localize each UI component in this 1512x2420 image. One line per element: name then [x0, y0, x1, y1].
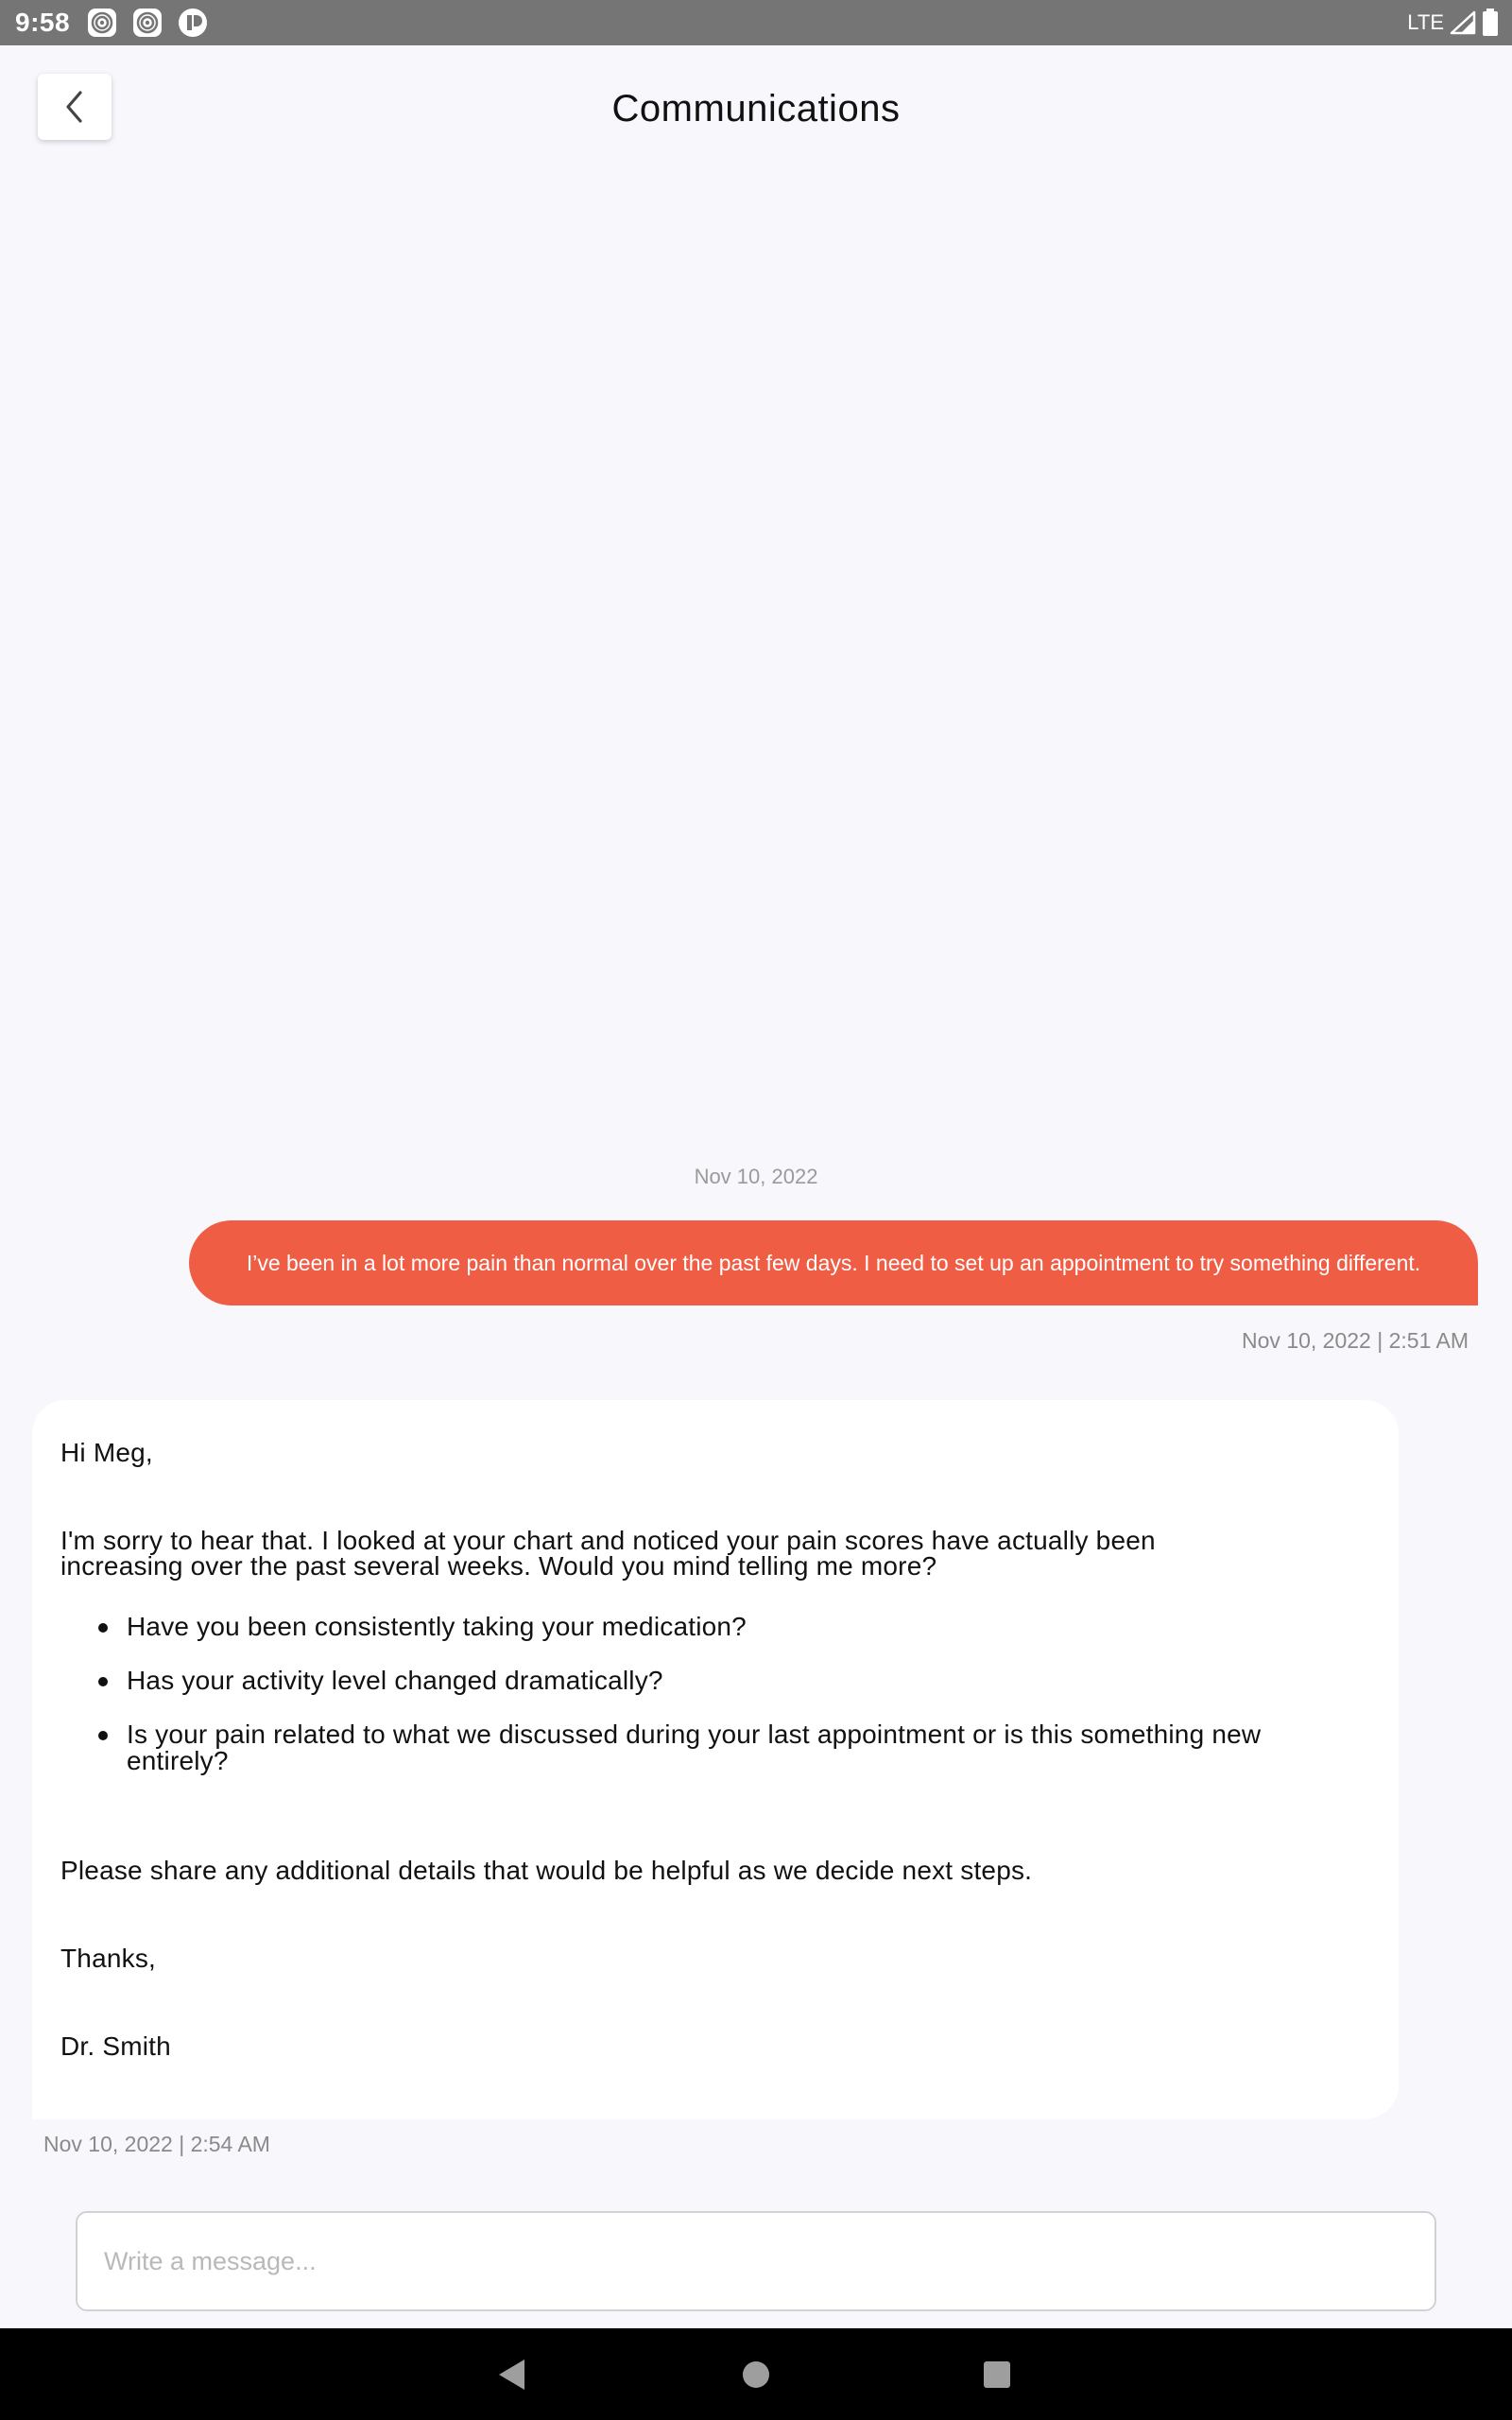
page-title: Communications [611, 88, 901, 130]
network-type: LTE [1407, 10, 1444, 34]
message-greeting: Hi Meg, [60, 1438, 153, 1467]
nav-recents-button[interactable] [950, 2328, 1044, 2420]
nav-back-button[interactable] [465, 2328, 559, 2420]
bullet-icon [98, 1731, 108, 1740]
message-timestamp: Nov 10, 2022 | 2:51 AM [1242, 1328, 1469, 1353]
list-item-text: Is your pain related to what we discussed during your last appointment or is this something new [127, 1720, 1262, 1749]
date-separator: Nov 10, 2022 [694, 1165, 818, 1188]
app-notification-icon [87, 8, 117, 38]
message-timestamp: Nov 10, 2022 | 2:54 AM [43, 2132, 270, 2156]
message-text: I’ve been in a lot more pain than normal over the past few days. I need to set up an appointment to try something different. [246, 1251, 1421, 1275]
incoming-message-bubble [32, 1400, 1399, 2119]
list-item-text: Have you been consistently taking your medication? [127, 1612, 747, 1641]
list-item [60, 1614, 1374, 1640]
bullet-icon [98, 1623, 108, 1633]
list-item [60, 1668, 1374, 1694]
message-paragraph-line: I'm sorry to hear that. I looked at your chart and noticed your pain scores have actually been [60, 1526, 1156, 1555]
app-notification-icon [132, 8, 163, 38]
nav-home-button[interactable] [709, 2328, 803, 2420]
list-item [60, 1721, 1374, 1774]
system-navigation-bar [0, 2328, 1512, 2420]
battery-icon [1482, 9, 1499, 37]
status-bar [0, 0, 1512, 45]
nav-home-icon [742, 2360, 770, 2389]
list-item-text: Has your activity level changed dramatically? [127, 1666, 663, 1695]
nav-recents-icon [983, 2360, 1011, 2389]
message-signature: Dr. Smith [60, 2031, 171, 2061]
status-time: 9:58 [15, 8, 71, 37]
list-item-text: entirely? [127, 1746, 229, 1775]
app-notification-icon [178, 8, 208, 38]
message-signoff: Thanks, [60, 1944, 156, 1973]
nav-back-icon [496, 2358, 528, 2392]
signal-icon [1450, 10, 1476, 35]
bullet-icon [98, 1677, 108, 1686]
message-input[interactable] [104, 2213, 1408, 2309]
message-closing: Please share any additional details that would be helpful as we decide next steps. [60, 1856, 1033, 1885]
message-composer[interactable] [76, 2211, 1436, 2311]
status-indicators [1407, 8, 1499, 38]
message-paragraph-line: increasing over the past several weeks. Would you mind telling me more? [60, 1551, 937, 1581]
outgoing-message-bubble [189, 1220, 1478, 1305]
